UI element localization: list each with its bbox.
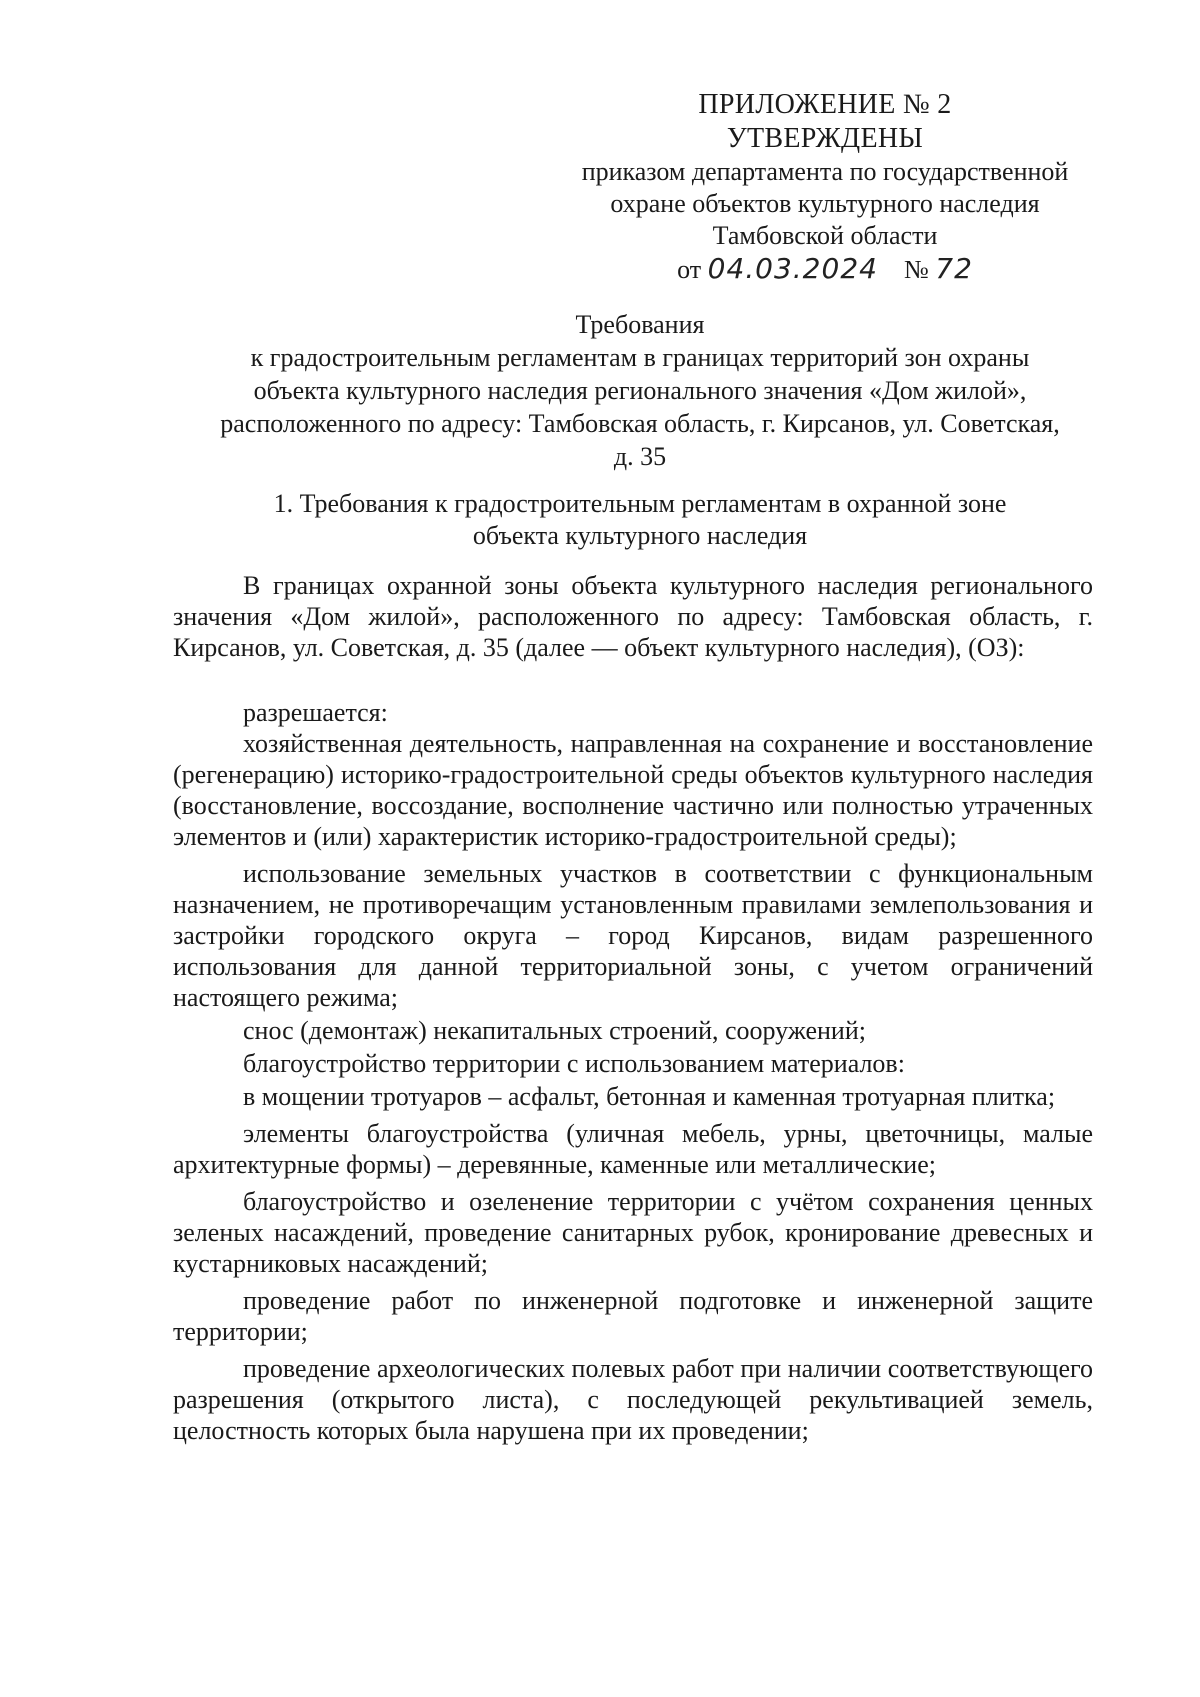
document-body	[173, 570, 1093, 1446]
list-item-amenity-elements: элементы благоустройства (уличная мебель, урны, цветочницы, малые архитектурные формы) – деревянные, каменные или металлические;	[173, 1119, 1093, 1179]
list-item-archaeology: проведение археологических полевых работ при наличии соответствующего разрешения (открытого листа), с последующей рекультивацией земель, целостность которых была нарушена при их проведении;	[173, 1354, 1093, 1445]
list-item-landscaping-materials: благоустройство территории с использованием материалов:	[243, 1049, 905, 1078]
order-line-3: Тамбовской области	[712, 221, 938, 250]
list-item-land-use: использование земельных участков в соответствии с функциональным назначением, не противоречащим установленным правилами землепользования и застройки городского округа – город Кирсанов, видам разрешенного использования для данной территориальной зоны, с учетом ограничений настоящего режима;	[173, 859, 1093, 1012]
intro-paragraph: В границах охранной зоны объекта культурного наследия регионального значения «Дом жилой», расположенного по адресу: Тамбовская область, г. Кирсанов, ул. Советская, д. 35 (далее — объект культурного наследия), (ОЗ):	[173, 571, 1093, 662]
section-1-line-2: объекта культурного наследия	[472, 521, 808, 550]
document-title	[175, 308, 1105, 473]
list-item-engineering: проведение работ по инженерной подготовке и инженерной защите территории;	[173, 1286, 1093, 1346]
title-line-3: объекта культурного наследия регионального значения «Дом жилой»,	[253, 376, 1027, 405]
title-line-1: Требования	[575, 310, 705, 339]
handwritten-date: 04.03.2024	[707, 252, 878, 285]
title-line-2: к градостроительным регламентам в границах территорий зон охраны	[250, 343, 1030, 372]
order-line-2: охране объектов культурного наследия	[610, 189, 1040, 218]
permitted-heading: разрешается:	[243, 698, 388, 727]
order-date-number	[555, 252, 1095, 287]
approval-header	[555, 88, 1095, 287]
order-line-1: приказом департамента по государственной	[581, 157, 1069, 186]
handwritten-number: 72	[935, 252, 973, 285]
title-line-4: расположенного по адресу: Тамбовская область, г. Кирсанов, ул. Советская,	[220, 409, 1060, 438]
list-item-greening: благоустройство и озеленение территории с учётом сохранения ценных зеленых насаждений, проведение санитарных рубок, кронирование древесных и кустарниковых насаждений;	[173, 1187, 1093, 1278]
section-1-heading	[175, 488, 1105, 552]
list-item-demolition: снос (демонтаж) некапитальных строений, сооружений;	[243, 1016, 866, 1045]
approved-label: УТВЕРЖДЕНЫ	[726, 123, 924, 154]
number-prefix: №	[903, 255, 929, 284]
list-item-paving: в мощении тротуаров – асфальт, бетонная и каменная тротуарная плитка;	[243, 1082, 1056, 1111]
appendix-label: ПРИЛОЖЕНИЕ № 2	[698, 89, 952, 120]
list-item-economic-activity: хозяйственная деятельность, направленная на сохранение и восстановление (регенерацию) историко-градостроительной среды объектов культурного наследия (восстановление, воссоздание, восполнение частично или полностью утраченных элементов и (или) характеристик историко-градостроительной среды);	[173, 729, 1093, 851]
section-1-line-1: 1. Требования к градостроительным регламентам в охранной зоне	[273, 489, 1007, 518]
title-line-5: д. 35	[613, 442, 667, 471]
date-prefix: от	[677, 255, 702, 284]
